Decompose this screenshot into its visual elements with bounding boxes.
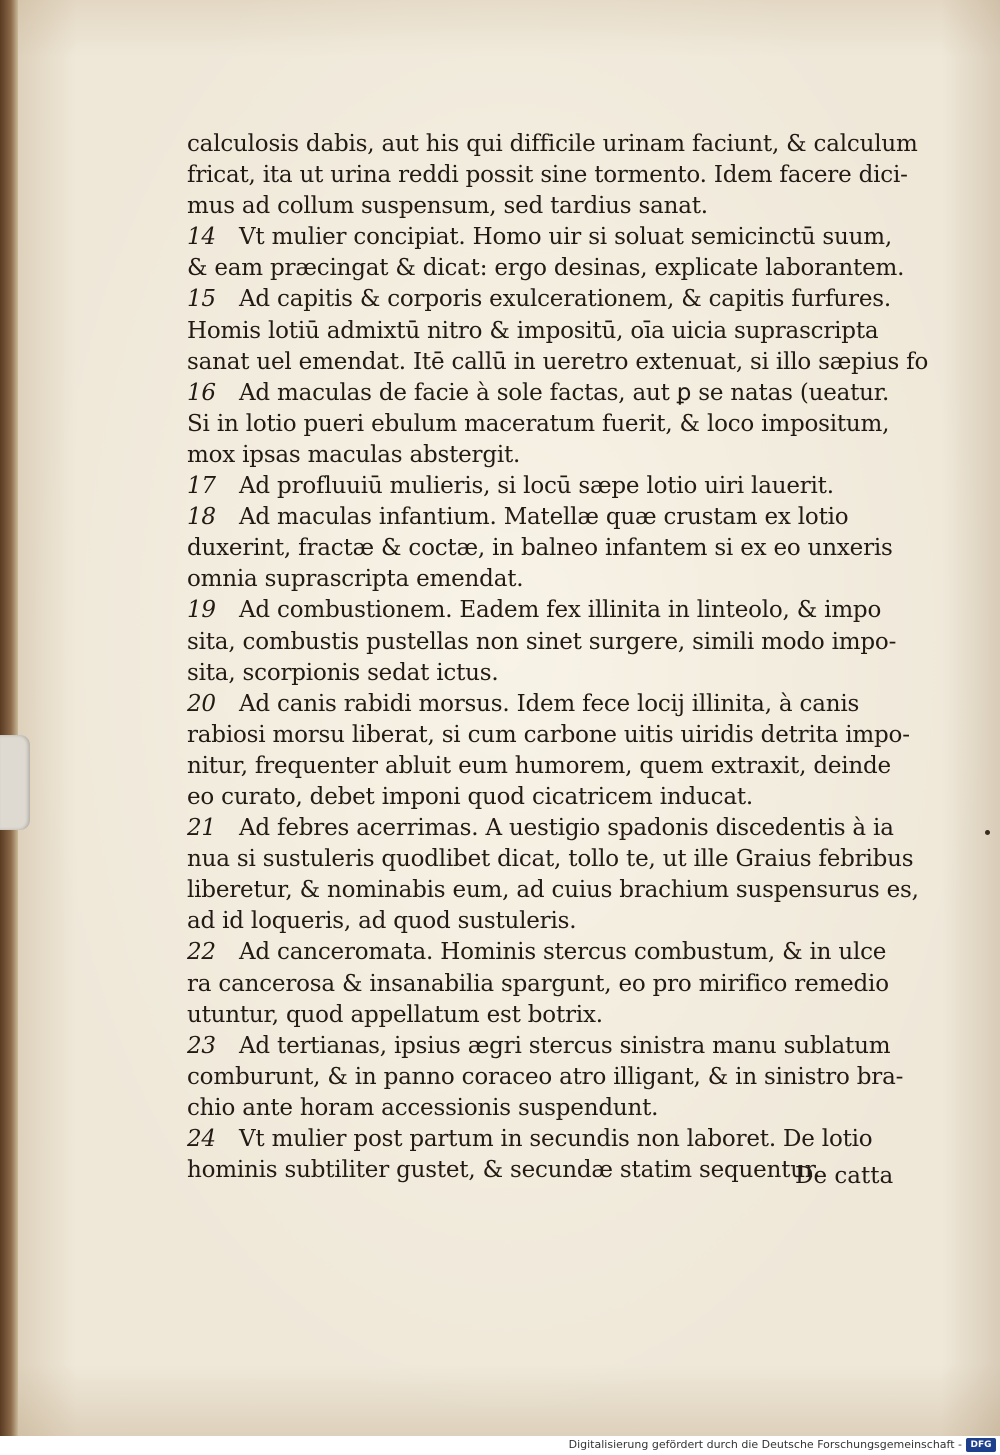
text-line bbox=[187, 844, 914, 875]
paragraph-number: 19 bbox=[187, 597, 216, 624]
line-text: sita, combustis pustellas non sinet surgere, simili modo impo- bbox=[187, 628, 897, 655]
paragraph-number: 14 bbox=[187, 224, 216, 251]
line-text: sanat uel emendat. Itē callū in ueretro extenuat, si illo sæpius fo bbox=[187, 348, 929, 375]
paragraph-number: 21 bbox=[187, 815, 216, 842]
text-line bbox=[187, 347, 929, 378]
paragraph-number: 17 bbox=[187, 473, 216, 500]
line-text: Homis lotiū admixtū nitro & impositū, oīa uicia suprascripta bbox=[187, 317, 879, 344]
text-line bbox=[187, 969, 909, 1000]
line-text: rabiosi morsu liberat, si cum carbone uitis uiridis detrita impo- bbox=[187, 721, 910, 748]
line-text: sita, scorpionis sedat ictus. bbox=[187, 659, 499, 686]
line-text: & eam præcingat & dicat: ergo desinas, explicate laborantem. bbox=[187, 255, 905, 282]
text-line bbox=[187, 875, 919, 906]
line-text: fricat, ita ut urina reddi possit sine tormento. Idem facere dici- bbox=[187, 162, 908, 189]
line-text: Ad combustionem. Eadem fex illinita in linteolo, & impo bbox=[239, 597, 882, 624]
text-line bbox=[187, 222, 909, 253]
catchword: De catta bbox=[795, 1163, 894, 1189]
line-text: mus ad collum suspensum, sed tardius sanat. bbox=[187, 193, 708, 220]
line-text: comburunt, & in panno coraceo atro illigant, & in sinistro bra- bbox=[187, 1063, 904, 1090]
text-line bbox=[187, 1093, 909, 1124]
line-text: Ad maculas infantium. Matellæ quæ crustam ex lotio bbox=[239, 504, 849, 531]
text-line bbox=[187, 782, 909, 813]
ink-spot bbox=[985, 830, 990, 835]
line-text: Ad tertianas, ipsius ægri stercus sinistra manu sublatum bbox=[239, 1032, 891, 1059]
page-left-edge bbox=[0, 0, 18, 1436]
text-line bbox=[187, 502, 909, 533]
line-text: chio ante horam accessionis suspendunt. bbox=[187, 1094, 659, 1121]
text-line bbox=[187, 937, 909, 968]
line-text: Si in lotio pueri ebulum maceratum fuerit, & loco impositum, bbox=[187, 410, 890, 437]
line-text: ra cancerosa & insanabilia spargunt, eo pro mirifico remedio bbox=[187, 970, 889, 997]
footer-bar bbox=[0, 1436, 1000, 1455]
paragraph-number: 23 bbox=[187, 1032, 216, 1059]
line-text: utuntur, quod appellatum est botrix. bbox=[187, 1001, 603, 1028]
line-text: Vt mulier post partum in secundis non laboret. De lotio bbox=[239, 1126, 873, 1152]
text-line bbox=[187, 1031, 909, 1062]
text-line bbox=[187, 284, 909, 315]
page-tab bbox=[0, 735, 30, 830]
line-text: Vt mulier concipiat. Homo uir si soluat semicinctū suum, bbox=[239, 224, 892, 251]
text-line bbox=[187, 813, 909, 844]
line-text: omnia suprascripta emendat. bbox=[187, 566, 524, 593]
text-line bbox=[187, 627, 909, 658]
text-line bbox=[187, 440, 909, 471]
text-line bbox=[187, 1062, 909, 1093]
paragraph-number: 16 bbox=[187, 379, 216, 406]
line-text: liberetur, & nominabis eum, ad cuius brachium suspensurus es, bbox=[187, 877, 919, 904]
dfg-logo: DFG bbox=[966, 1438, 996, 1452]
text-line bbox=[187, 533, 909, 564]
line-text: Ad febres acerrimas. A uestigio spadonis discedentis à ia bbox=[239, 815, 894, 842]
line-text: hominis subtiliter gustet, & secundæ statim sequentur. bbox=[187, 1157, 821, 1184]
line-text: Ad capitis & corporis exulcerationem, & capitis furfures. bbox=[239, 286, 891, 313]
footer-credit: Digitalisierung gefördert durch die Deutsche Forschungsgemeinschaft - bbox=[568, 1438, 962, 1451]
text-line bbox=[187, 658, 909, 689]
line-text: ad id loqueris, ad quod sustuleris. bbox=[187, 908, 577, 935]
body-text bbox=[187, 129, 929, 1186]
line-text: Ad canis rabidi morsus. Idem fece locij illinita, à canis bbox=[239, 690, 860, 717]
text-line bbox=[187, 595, 909, 626]
text-line bbox=[187, 129, 918, 160]
text-line bbox=[187, 689, 909, 720]
line-text: Ad profluuiū mulieris, si locū sæpe lotio uiri lauerit. bbox=[239, 473, 834, 500]
line-text: calculosis dabis, aut his qui difficile urinam faciunt, & calculum bbox=[187, 131, 918, 157]
text-line bbox=[187, 1000, 909, 1031]
text-line bbox=[187, 409, 909, 440]
text-line bbox=[187, 253, 909, 284]
paragraph-number: 22 bbox=[187, 939, 216, 966]
line-text: eo curato, debet imponi quod cicatricem inducat. bbox=[187, 783, 754, 810]
paragraph-number: 24 bbox=[187, 1126, 216, 1152]
line-text: nitur, frequenter abluit eum humorem, quem extraxit, deinde bbox=[187, 752, 891, 779]
line-text: Ad canceromata. Hominis stercus combustum, & in ulce bbox=[239, 939, 887, 966]
text-line bbox=[187, 316, 909, 347]
paragraph-number: 15 bbox=[187, 286, 216, 313]
text-line bbox=[187, 471, 909, 502]
text-line bbox=[187, 906, 909, 937]
paragraph-number: 20 bbox=[187, 690, 216, 717]
line-text: mox ipsas maculas abstergit. bbox=[187, 441, 521, 468]
text-line bbox=[187, 1124, 909, 1155]
text-line bbox=[187, 564, 909, 595]
line-text: Ad maculas de facie à sole factas, aut ꝑ se natas (ueatur. bbox=[239, 379, 890, 406]
text-line bbox=[187, 378, 909, 409]
line-text: nua si sustuleris quodlibet dicat, tollo te, ut ille Graius febribus bbox=[187, 846, 914, 873]
text-line bbox=[187, 160, 909, 191]
paragraph-number: 18 bbox=[187, 504, 216, 531]
text-line bbox=[187, 751, 909, 782]
text-line bbox=[187, 720, 909, 751]
line-text: duxerint, fractæ & coctæ, in balneo infantem si ex eo unxeris bbox=[187, 535, 893, 562]
text-line bbox=[187, 191, 909, 222]
